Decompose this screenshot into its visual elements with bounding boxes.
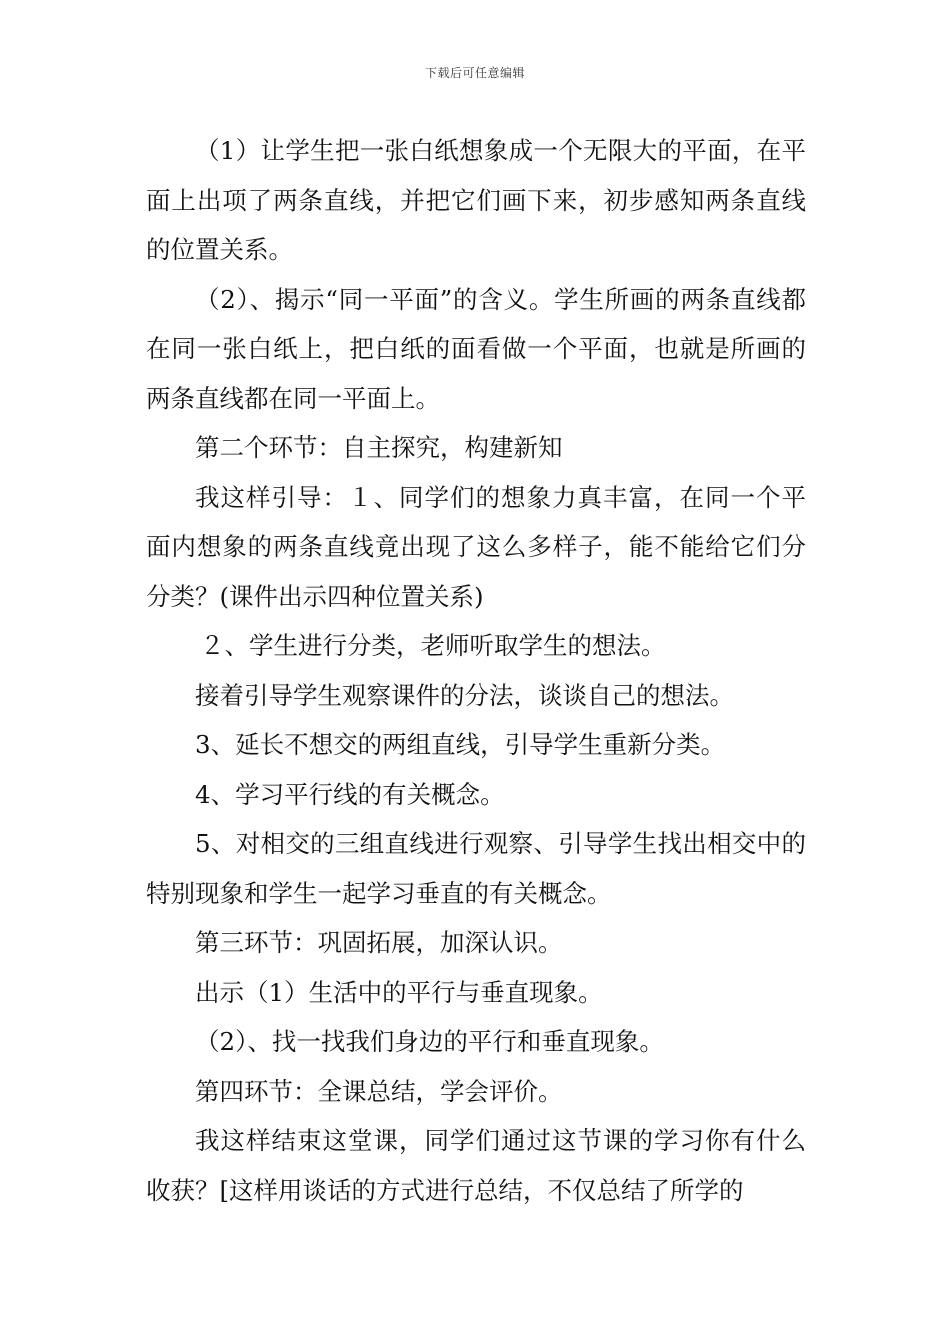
section-heading-3: 第三环节：巩固拓展，加深认识。: [195, 928, 563, 957]
paragraph-6: 3、延长不想交的两组直线，引导学生重新分类。: [195, 730, 726, 759]
paragraph-8: 5、对相交的三组直线进行观察、引导学生找出相交中的特别现象和学生一起学习垂直的有关概念。: [146, 829, 806, 908]
paragraph-5: 接着引导学生观察课件的分法，谈谈自己的想法。: [195, 680, 734, 710]
document-body: [146, 126, 806, 1215]
paragraph-4: ２、学生进行分类，老师听取学生的想法。: [200, 631, 666, 660]
page-header: 下载后可任意编辑: [424, 66, 525, 80]
section-heading-4: 第四环节：全课总结，学会评价。: [195, 1076, 563, 1106]
paragraph-3: 我这样引导：１、同学们的想象力真丰富，在同一个平面内想象的两条直线竟出现了这么多样子，能不能给它们分分类？(课件出示四种位置关系): [146, 482, 806, 611]
paragraph-1: （1）让学生把一张白纸想象成一个无限大的平面，在平面上出项了两条直线，并把它们画下来，初步感知两条直线的位置关系。: [146, 136, 806, 264]
paragraph-11: 我这样结束这堂课，同学们通过这节课的学习你有什么收获？[这样用谈话的方式进行总结，不仅总结了所学的: [146, 1126, 806, 1205]
section-heading-2: 第二个环节：自主探究，构建新知: [195, 433, 563, 462]
paragraph-2: （2）、揭示“同一平面”的含义。学生所画的两条直线都在同一张白纸上，把白纸的面看做一个平面，也就是所画的两条直线都在同一平面上。: [146, 284, 806, 413]
paragraph-10: （2）、找一找我们身边的平行和垂直现象。: [195, 1027, 664, 1056]
paragraph-9: 出示（1）生活中的平行与垂直现象。: [195, 977, 603, 1007]
paragraph-7: 4、学习平行线的有关概念。: [195, 779, 505, 809]
